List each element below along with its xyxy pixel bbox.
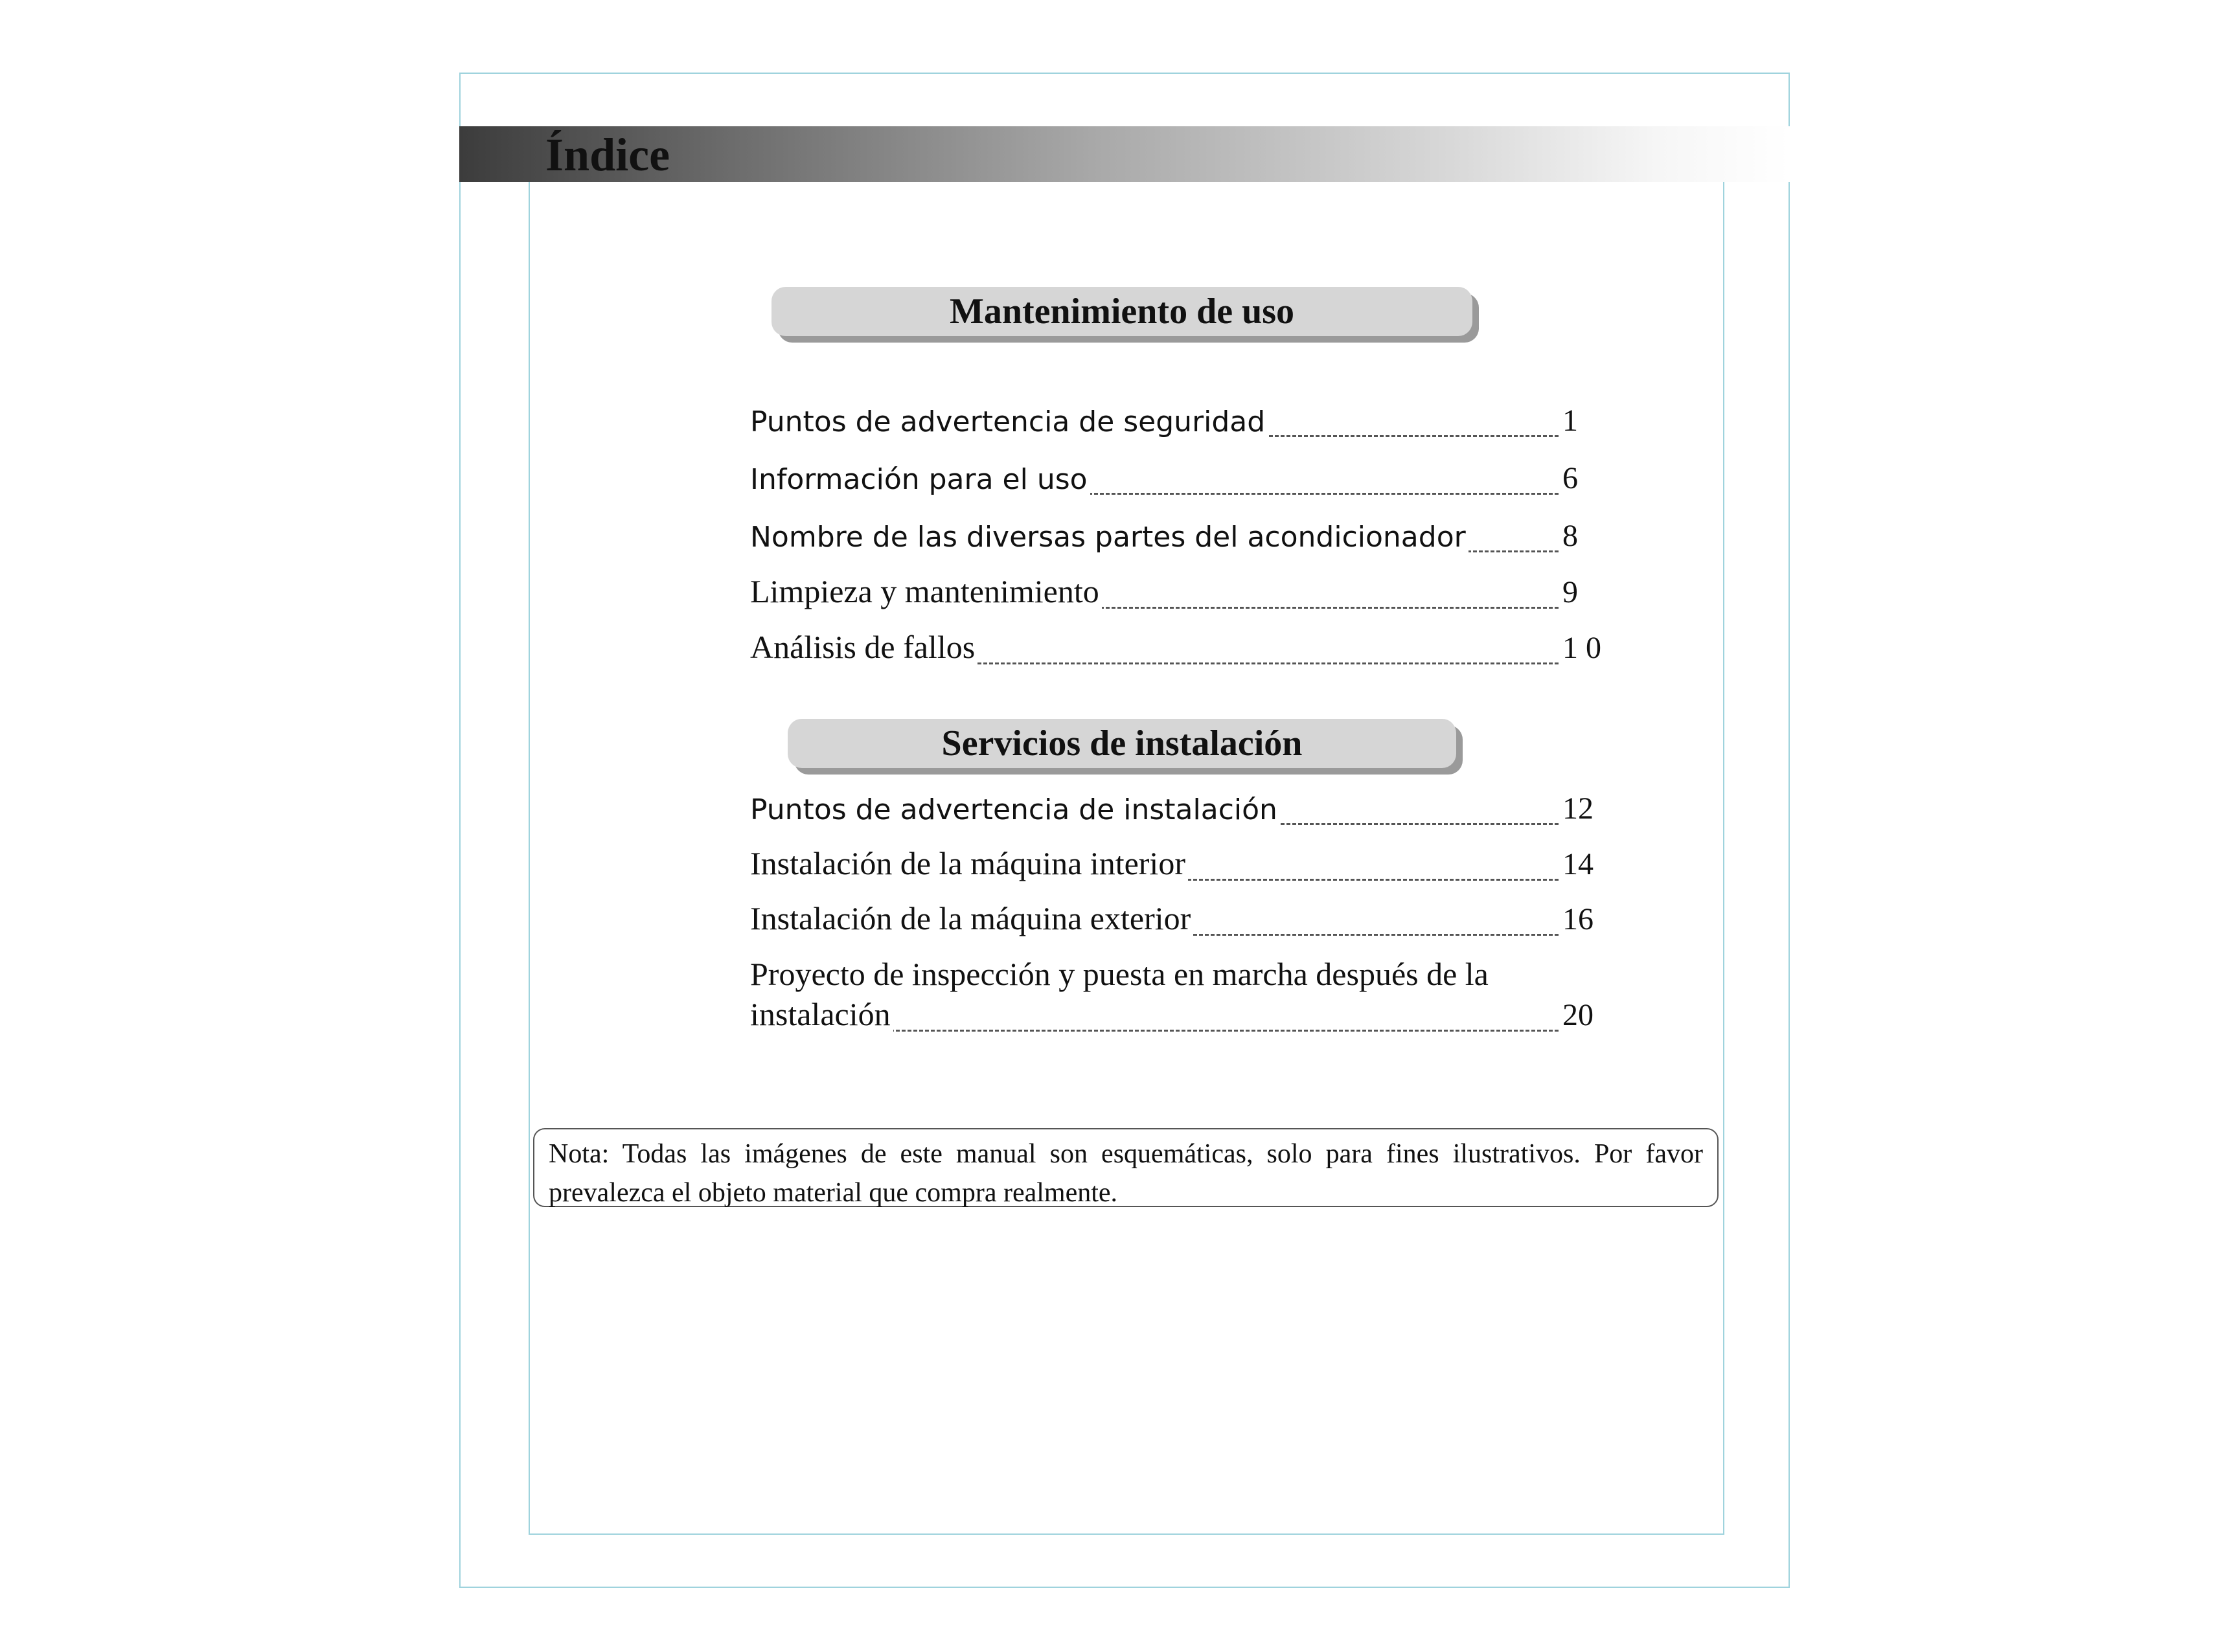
toc-entry-label: Instalación de la máquina interior <box>750 844 1188 882</box>
toc-entry-label: Análisis de fallos <box>750 628 977 666</box>
toc-entry[interactable] <box>750 457 1604 503</box>
toc-entry-page: 12 <box>1562 791 1594 826</box>
toc-entry-page: 14 <box>1562 847 1594 881</box>
toc-entry[interactable] <box>750 571 1604 617</box>
toc-entry[interactable] <box>750 898 1604 944</box>
section-heading-installation: Servicios de instalación <box>788 719 1456 768</box>
toc-entry[interactable] <box>750 787 1604 833</box>
toc-entry-page: 20 <box>1562 998 1594 1032</box>
toc-entry-page: 1 0 <box>1562 631 1601 665</box>
page-title: Índice <box>545 129 670 181</box>
toc-entry-page: 8 <box>1562 519 1578 553</box>
note-box: Nota: Todas las imágenes de este manual son esquemáticas, solo para fines ilustrativos. Por favor prevalezca el objeto material que compra realmente. <box>533 1128 1719 1207</box>
toc-entry[interactable] <box>750 843 1604 888</box>
toc-entry-page: 9 <box>1562 575 1578 609</box>
toc-entry[interactable] <box>750 627 1604 672</box>
toc-entry-label-line1: Proyecto de inspección y puesta en marcha después de la <box>750 956 1489 992</box>
toc-entry-label-line2: instalación <box>750 995 893 1033</box>
toc-entry[interactable] <box>750 515 1604 560</box>
toc-entry-page: 16 <box>1562 902 1594 936</box>
toc-entry-line2 <box>750 994 1604 1039</box>
toc-entry-page: 1 <box>1562 403 1578 438</box>
toc-entry-label: Instalación de la máquina exterior <box>750 900 1193 937</box>
toc-entry-page: 6 <box>1562 461 1578 495</box>
toc-entry[interactable] <box>750 400 1604 445</box>
toc-entry-label: Información para el uso <box>750 463 1090 496</box>
section-heading-maintenance: Mantenimiento de uso <box>771 287 1472 336</box>
toc-entry-label: Puntos de advertencia de seguridad <box>750 405 1268 438</box>
toc-entry-multiline[interactable] <box>750 955 1644 1039</box>
toc-entry-label: Limpieza y mantenimiento <box>750 572 1102 610</box>
toc-entry-label: Puntos de advertencia de instalación <box>750 793 1280 826</box>
toc-entry-label: Nombre de las diversas partes del acondicionador <box>750 521 1469 554</box>
